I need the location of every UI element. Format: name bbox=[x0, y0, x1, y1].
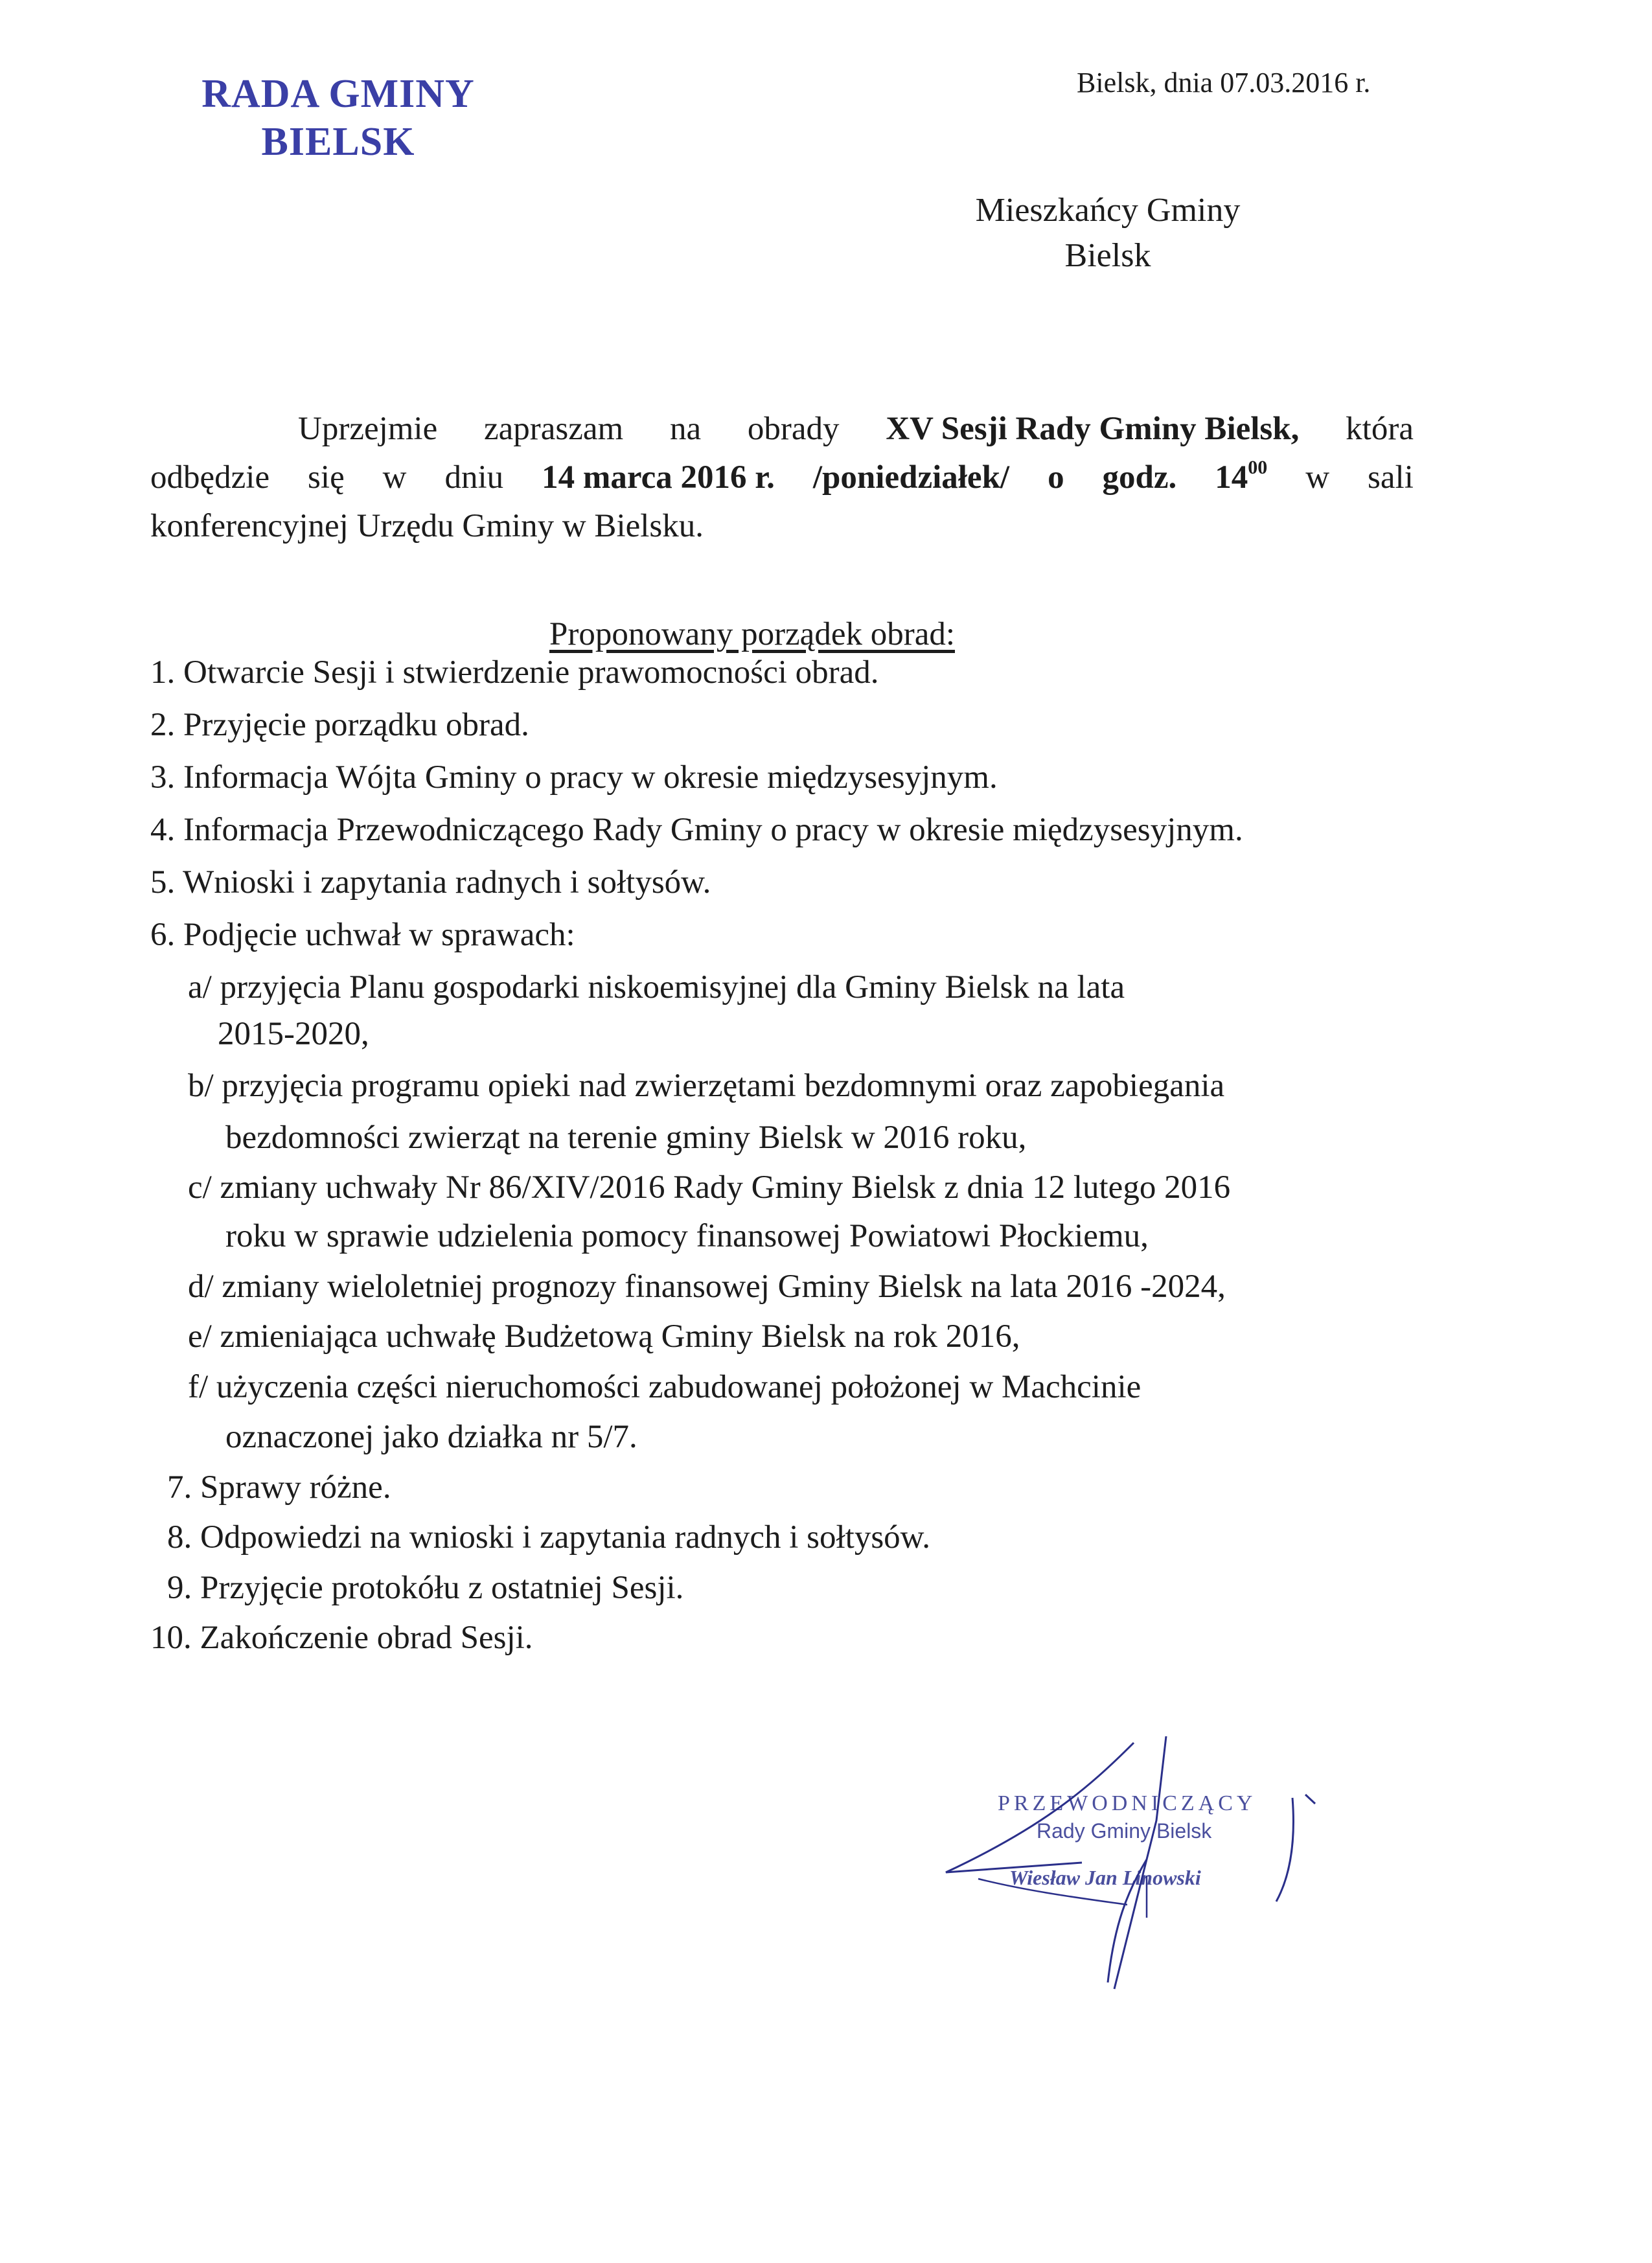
invitation-text: konferencyjnej Urzędu Gminy w Bielsku. bbox=[150, 508, 704, 544]
agenda-subitem-continued: 2015-2020, bbox=[218, 1016, 369, 1052]
agenda-item: 3. Informacja Wójta Gminy o pracy w okresie międzysesyjnym. bbox=[150, 759, 998, 796]
word: dniu bbox=[444, 459, 504, 496]
word: na bbox=[669, 411, 702, 447]
word: w bbox=[382, 459, 407, 496]
addressee-line-1: Mieszkańcy Gminy bbox=[975, 192, 1241, 229]
stamp-line-2: BIELSK bbox=[261, 120, 415, 164]
agenda-item: 9. Przyjęcie protokółu z ostatniej Sesji. bbox=[167, 1570, 684, 1606]
word: godz. bbox=[1102, 459, 1177, 496]
word: sali bbox=[1368, 459, 1414, 496]
signature-stamp-name: Wiesław Jan Linowski bbox=[1009, 1866, 1201, 1889]
agenda-subitem: d/ zmiany wieloletniej prognozy finansowej Gminy Bielsk na lata 2016 -2024, bbox=[188, 1269, 1226, 1305]
invitation-line-2 bbox=[150, 454, 1414, 502]
session-time bbox=[1215, 454, 1267, 502]
agenda-item: 2. Przyjęcie porządku obrad. bbox=[150, 707, 529, 743]
agenda-heading: Proponowany porządek obrad: bbox=[549, 616, 955, 652]
letter-date: Bielsk, dnia 07.03.2016 r. bbox=[1077, 67, 1371, 98]
word: się bbox=[308, 459, 345, 496]
invitation-paragraph bbox=[150, 405, 1414, 551]
word: która bbox=[1346, 411, 1414, 447]
session-day: /poniedziałek/ bbox=[812, 459, 1010, 496]
word: obrady bbox=[747, 411, 840, 447]
agenda-item: 4. Informacja Przewodniczącego Rady Gminy o pracy w okresie międzysesyjnym. bbox=[150, 812, 1243, 848]
addressee bbox=[933, 188, 1283, 279]
agenda-item: 5. Wnioski i zapytania radnych i sołtysów. bbox=[150, 864, 711, 901]
session-hour: 14 bbox=[1215, 459, 1248, 496]
agenda-subitem-continued: bezdomności zwierząt na terenie gminy Bielsk w 2016 roku, bbox=[225, 1120, 1027, 1156]
addressee-line-2: Bielsk bbox=[1064, 237, 1151, 274]
word: o bbox=[1048, 459, 1064, 496]
agenda-item: 10. Zakończenie obrad Sesji. bbox=[150, 1620, 533, 1656]
agenda-subitem: e/ zmieniająca uchwałę Budżetową Gminy Bielsk na rok 2016, bbox=[188, 1318, 1020, 1355]
agenda-item: 1. Otwarcie Sesji i stwierdzenie prawomocności obrad. bbox=[150, 654, 879, 691]
handwritten-signature bbox=[933, 1736, 1322, 1995]
agenda-subitem-continued: roku w sprawie udzielenia pomocy finansowej Powiatowi Płockiemu, bbox=[225, 1218, 1149, 1254]
stamp-line-1: RADA GMINY bbox=[201, 72, 475, 116]
word: zapraszam bbox=[484, 411, 624, 447]
agenda-subitem: f/ użyczenia części nieruchomości zabudowanej położonej w Machcinie bbox=[188, 1369, 1141, 1405]
chairman-signature-stamp bbox=[933, 1736, 1322, 1995]
signature-stamp-title: PRZEWODNICZĄCY bbox=[998, 1791, 1257, 1815]
session-minutes: 00 bbox=[1248, 457, 1268, 478]
session-name: XV Sesji Rady Gminy Bielsk, bbox=[886, 411, 1300, 447]
agenda-subitem: b/ przyjęcia programu opieki nad zwierzętami bezdomnymi oraz zapobiegania bbox=[188, 1068, 1225, 1104]
agenda-subitem: c/ zmiany uchwały Nr 86/XIV/2016 Rady Gminy Bielsk z dnia 12 lutego 2016 bbox=[188, 1169, 1231, 1206]
word: odbędzie bbox=[150, 459, 270, 496]
signature-stamp-body: Rady Gminy Bielsk bbox=[1037, 1819, 1212, 1843]
session-date: 14 marca 2016 r. bbox=[542, 459, 775, 496]
agenda-item: 7. Sprawy różne. bbox=[167, 1469, 391, 1506]
invitation-line-3 bbox=[150, 502, 1414, 551]
council-header-stamp bbox=[170, 70, 507, 166]
agenda-item: 6. Podjęcie uchwał w sprawach: bbox=[150, 917, 575, 953]
agenda-subitem: a/ przyjęcia Planu gospodarki niskoemisyjnej dla Gminy Bielsk na lata bbox=[188, 969, 1125, 1005]
word: w bbox=[1305, 459, 1330, 496]
agenda-subitem-continued: oznaczonej jako działka nr 5/7. bbox=[225, 1419, 637, 1455]
agenda-item: 8. Odpowiedzi na wnioski i zapytania radnych i sołtysów. bbox=[167, 1519, 930, 1556]
word: Uprzejmie bbox=[298, 411, 438, 447]
invitation-line-1 bbox=[150, 405, 1414, 454]
